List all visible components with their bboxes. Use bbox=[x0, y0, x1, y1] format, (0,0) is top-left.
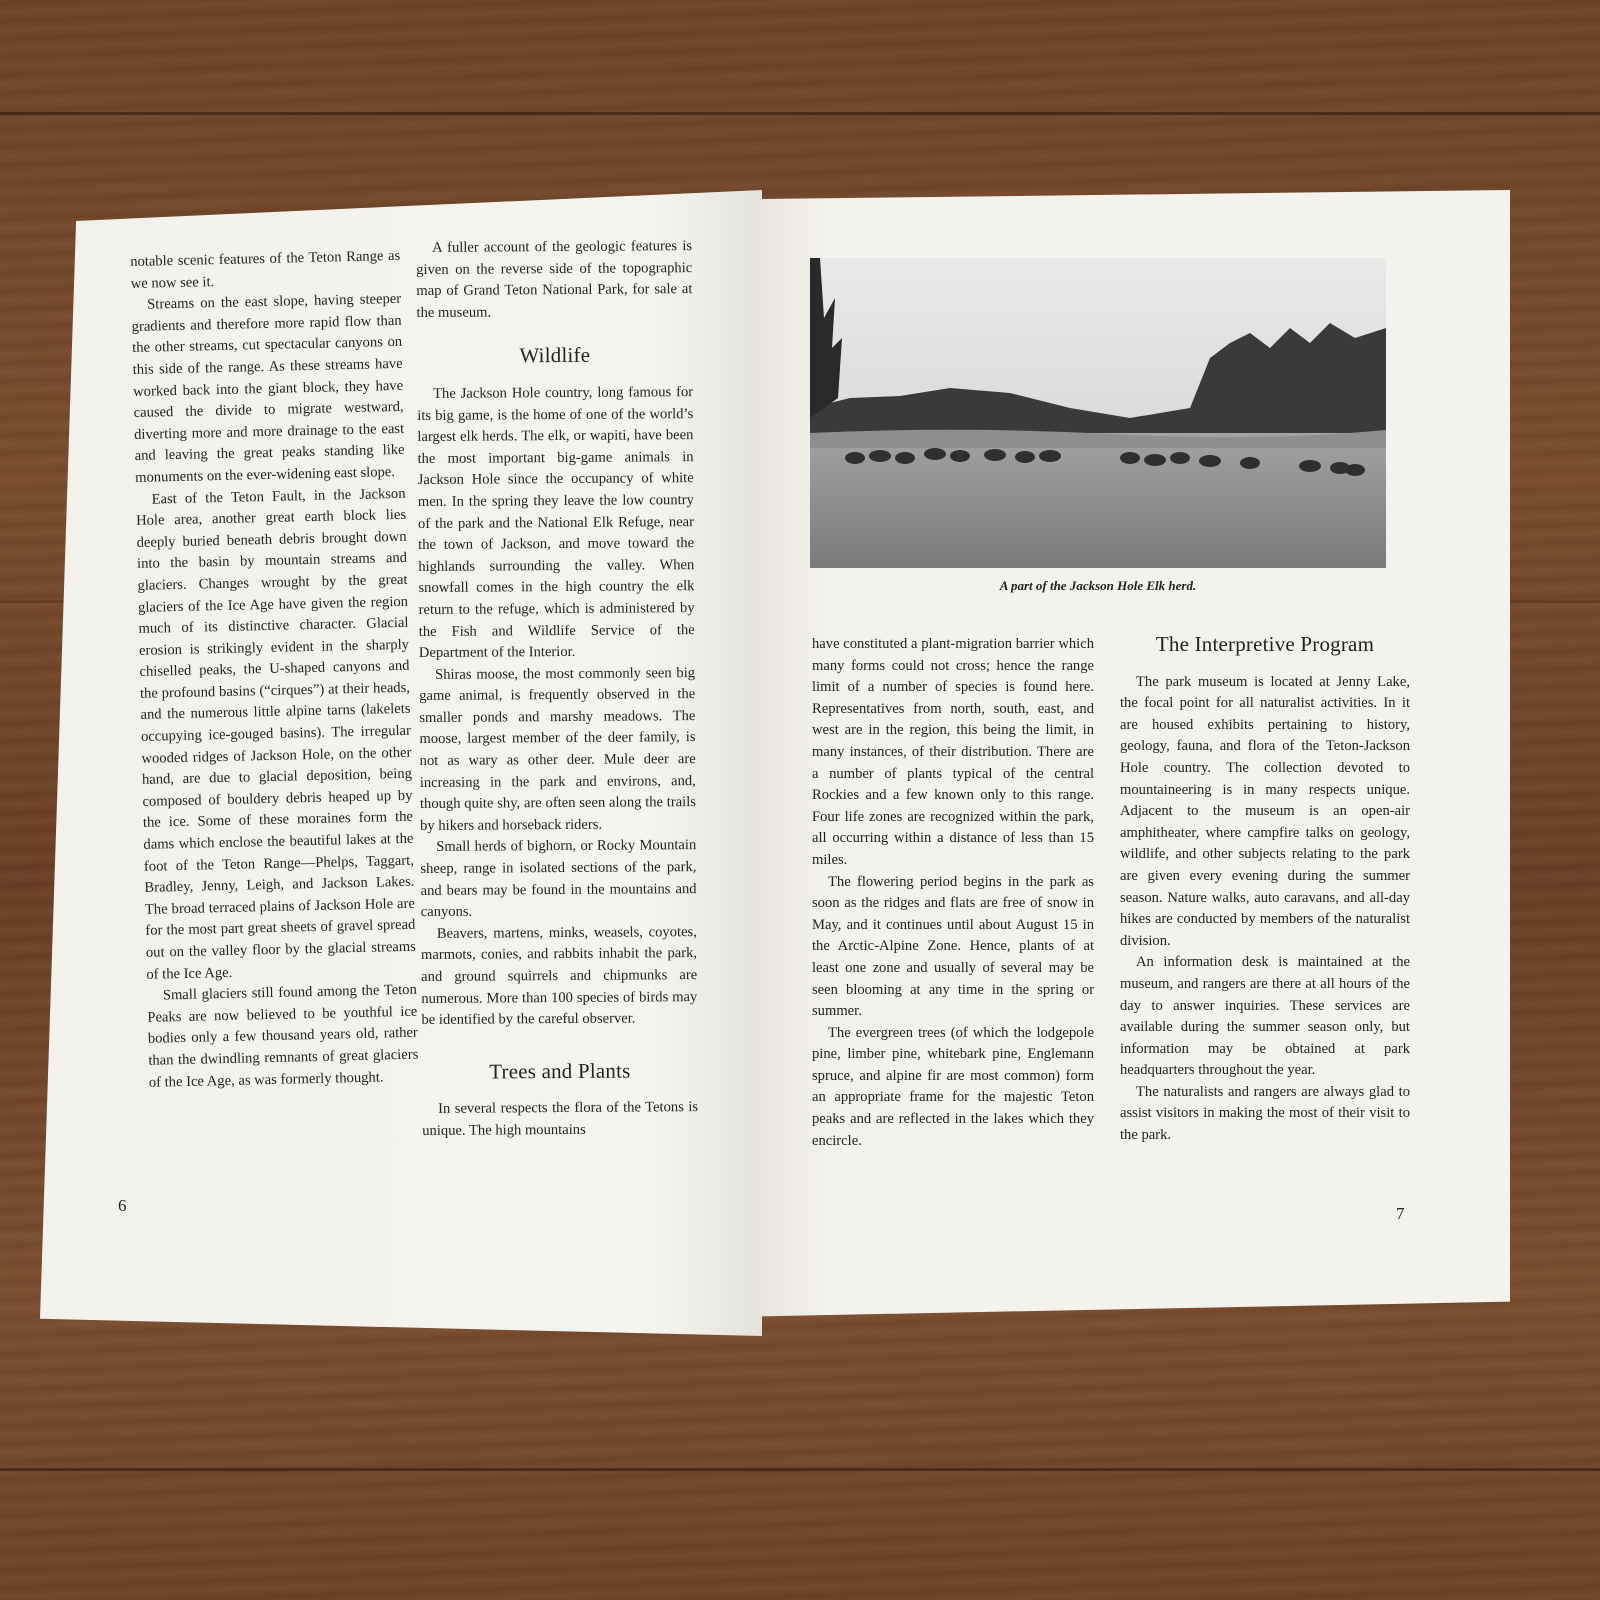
elk-herd-photo bbox=[810, 258, 1386, 568]
section-heading-wildlife: Wildlife bbox=[519, 343, 591, 368]
paragraph: East of the Teton Fault, in the Jackson Hole area, another great earth block lies deeply buried beneath debris brought down into the basin by mountain streams and glaciers. Changes wrought by the great glaciers of the Ice Age have given the region much of its distinctive character. Glacial erosion is strikingly evident in the sharply chiselled peaks, the U-shaped canyons and the profound basins (“cirques”) at their heads, and the numerous little alpine tarns (lakelets occupying ice-gouged basins). The irregular wooded ridges of Jackson Hole, on the other hand, are due to glacial deposition, being composed of bouldery debris heaped up by the ice. Some of these moraines form the dams which enclose the beautiful lakes at the foot of the Teton Range—Phelps, Taggart, Bradley, Jenny, Leigh, and Jackson Lakes. The broad terraced plains of Jackson Hole are for the most part great sheets of gravel spread out on the valley floor by the glacial streams of the Ice Age. bbox=[135, 485, 417, 983]
photo-caption: A part of the Jackson Hole Elk herd. bbox=[999, 578, 1197, 593]
left-column-2 bbox=[416, 236, 698, 1142]
paragraph: An information desk is maintained at the museum, and rangers are there at all hours of the day to answer inquiries. These services are available during the summer season only, but information may be obtained at park headquarters throughout the year. bbox=[1120, 954, 1410, 1079]
page-number-left: 6 bbox=[118, 1196, 127, 1215]
paragraph: In several respects the flora of the Tetons is unique. The high mountains bbox=[422, 1099, 699, 1139]
paragraph: notable scenic features of the Teton Range as we now see it. bbox=[130, 247, 401, 292]
paragraph: The flowering period begins in the park as soon as the ridges and flats are free of snow in May, and it continues until about August 15 in the Arctic-Alpine Zone. Hence, plants of at least one zone and usually of several may be seen blooming at any time in the spring or summer. bbox=[812, 873, 1094, 1020]
paragraph: Beavers, martens, minks, weasels, coyotes, marmots, conies, and rabbits inhabit the park, and ground squirrels and chipmunks are numerous. More than 100 species of birds may be identified by the careful observer. bbox=[420, 923, 698, 1029]
paragraph: The evergreen trees (of which the lodgepole pine, limber pine, whitebark pine, Englemann spruce, and alpine fir are most common) form an appropriate frame for the majestic Teton peaks and are reflected in the lakes which they encircle. bbox=[812, 1024, 1094, 1149]
paragraph: A fuller account of the geologic features is given on the reverse side of the topographic map of Grand Teton National Park, for sale at the museum. bbox=[416, 238, 693, 321]
paragraph: The naturalists and rangers are always glad to assist visitors in making the most of their visit to the park. bbox=[1120, 1083, 1410, 1144]
plank-seam bbox=[0, 1468, 1600, 1471]
right-column-1 bbox=[812, 634, 1094, 1152]
page-number-right: 7 bbox=[1396, 1204, 1405, 1223]
section-heading-trees-and-plants: Trees and Plants bbox=[489, 1058, 631, 1084]
left-column-1 bbox=[130, 246, 419, 1094]
paragraph: Small herds of bighorn, or Rocky Mountain sheep, range in isolated sections of the park, and bears may be found in the mountains and canyons. bbox=[420, 837, 697, 921]
paragraph: The Jackson Hole country, long famous for its big game, is the home of one of the world’s largest elk herds. The elk, or wapiti, have been the most important big-game animals in Jackson Hole since the occupancy of white men. In the spring they leave the low country of the park and the National Elk Refuge, near the town of Jackson, and move toward the highlands surrounding the valley. When snowfall comes in the high country the elk return to the refuge, which is administered by the Fish and Wildlife Service of the Department of the Interior. bbox=[417, 384, 695, 662]
paragraph: The park museum is located at Jenny Lake, the focal point for all naturalist activities. In it are housed exhibits pertaining to history, geology, fauna, and flora of the Teton-Jackson Hole country. The collection devoted to mountaineering is in many respects unique. Adjacent to the museum is an open-air amphitheater, where campfire talks on geology, wildlife, and other subjects relating to the park are given every evening during the summer season. Nature walks, auto caravans, and all-day hikes are conducted by members of the naturalist division. bbox=[1120, 673, 1410, 949]
section-heading-interpretive-program: The Interpretive Program bbox=[1155, 632, 1375, 656]
paragraph: Shiras moose, the most commonly seen big game animal, is frequently observed in the smaller ponds and marshy meadows. The moose, largest member of the deer family, is not as wary as other deer. Mule deer are increasing in the park and environs, and, though quite shy, are often seen along the trails by hikers and horseback riders. bbox=[419, 664, 697, 834]
right-column-2 bbox=[1120, 634, 1410, 1147]
elk-herd-illustration bbox=[810, 258, 1386, 568]
paragraph: Small glaciers still found among the Teton Peaks are now believed to be youthful ice bodies only a few thousand years old, rather than the dwindling remnants of great glaciers of the Ice Age, as was formerly thought. bbox=[147, 981, 419, 1091]
paragraph: Streams on the east slope, having steeper gradients and therefore more rapid flow than the other streams, cut spectacular canyons on this side of the range. As these streams have worked back into the giant block, they have caused the divide to migrate westward, diverting more and more drainage to the east and leaving the great peaks standing like monuments on the ever-widening east slope. bbox=[131, 291, 405, 486]
plank-seam bbox=[0, 112, 1600, 115]
paragraph: have constituted a plant-migration barrier which many forms could not cross; hence the range limit of a number of species is found here. Representatives from north, south, east, and west are in the region, this being the limit, in many instances, of their distribution. There are a number of plants typical of the central Rockies and a few known only to this range. Four life zones are recognized within the park, all occurring within a distance of less than 15 miles. bbox=[812, 636, 1094, 868]
